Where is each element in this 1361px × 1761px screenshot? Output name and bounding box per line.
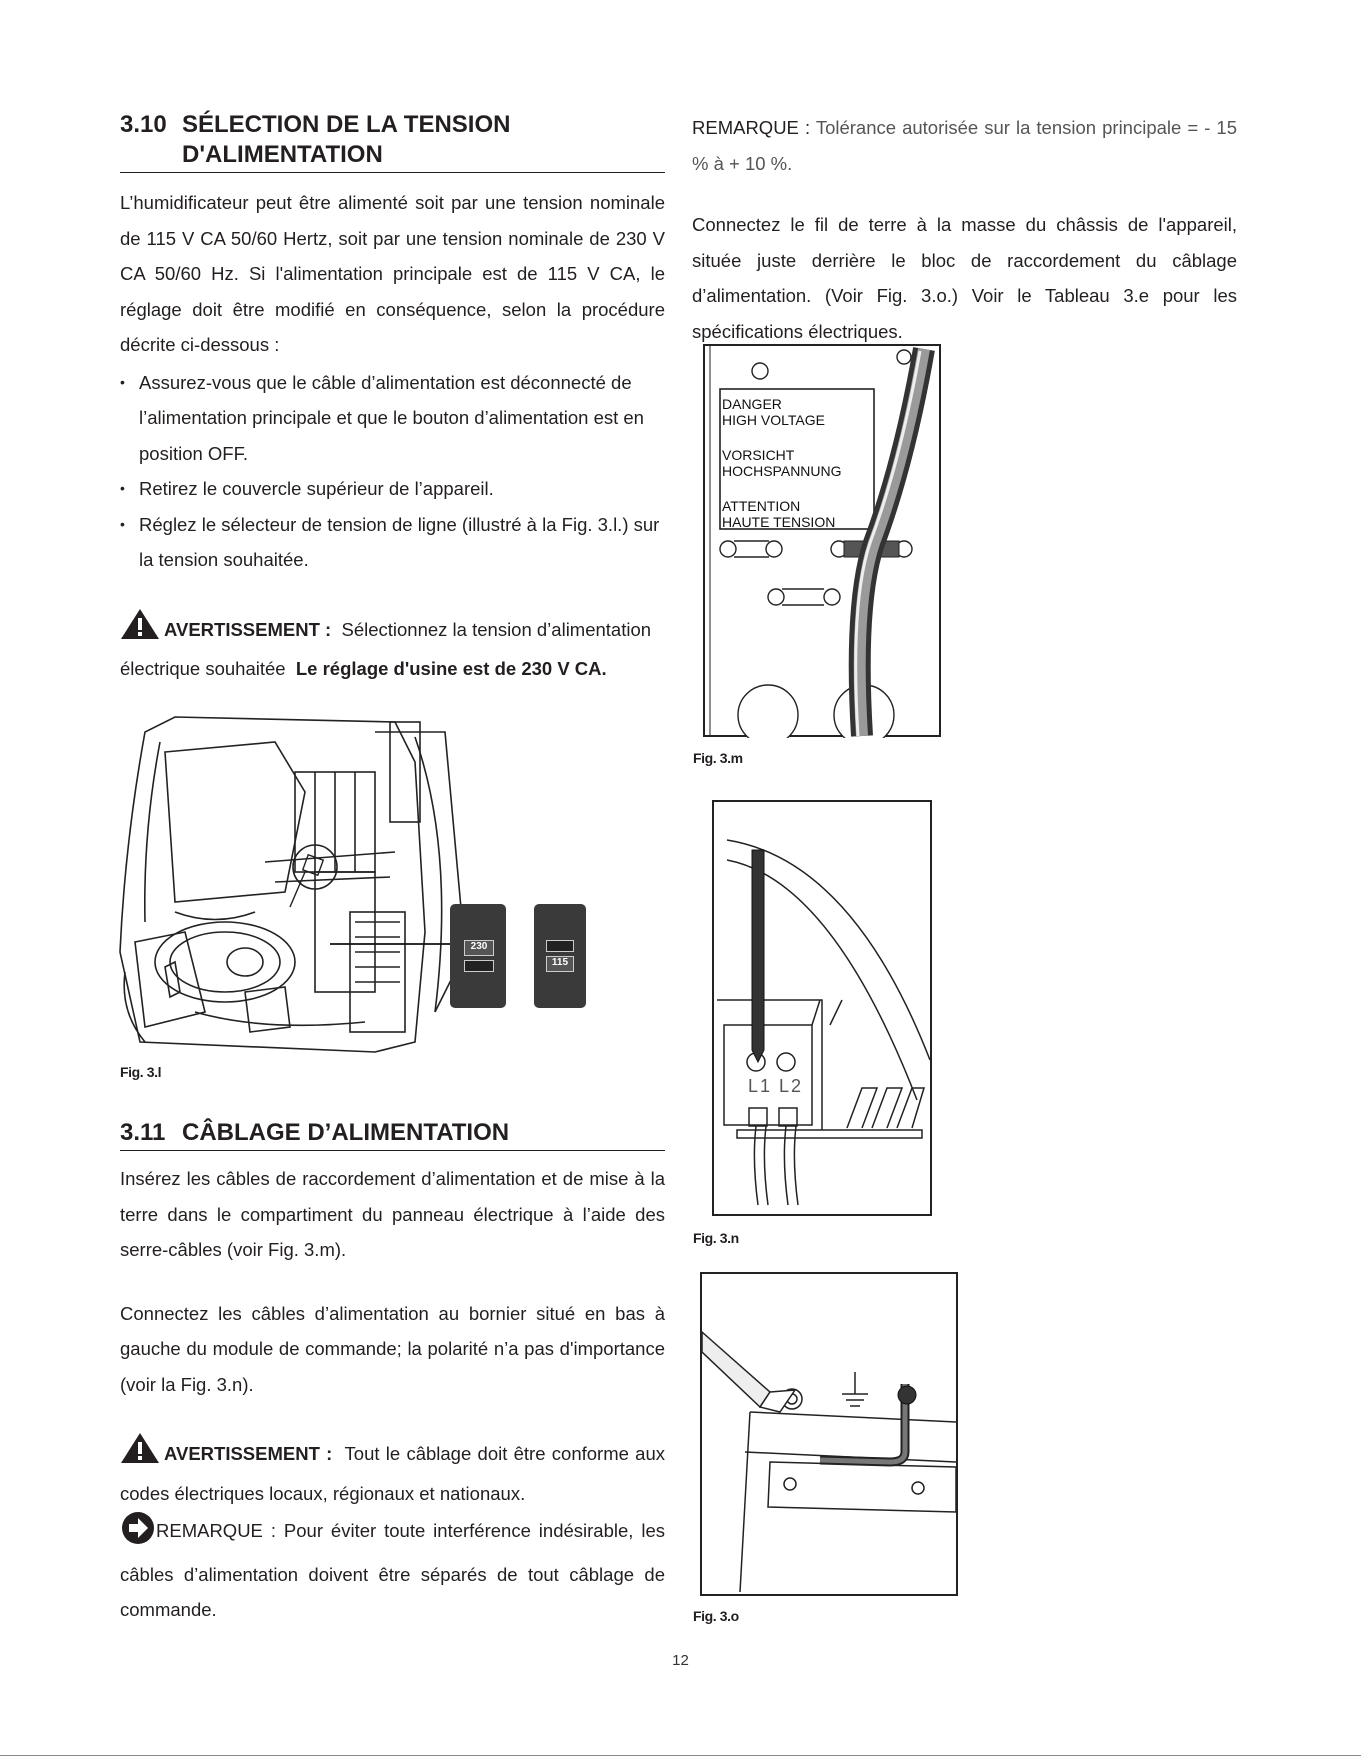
tolerance-note [692,110,1237,181]
note-block [120,1511,665,1628]
paragraph-insert-cables: Insérez les câbles de raccordement d’alimentation et de mise à la terre dans le compartiment du panneau électrique à l’aide des serre-câbles (voir Fig. 3.m). [120,1168,665,1260]
label-hochspannung: HOCHSPANNUNG [722,463,842,479]
warning-text: Tout le câblage doit être conforme aux codes électriques locaux, régionaux et nationaux. [120,1443,665,1504]
list-item: • Assurez-vous que le câble d’alimentation est déconnecté de l’alimentation principale et que le bouton d’alimentation est en position OFF. [120,365,665,472]
figure-3-l-unit-drawing [115,712,605,1057]
section-3-10-title [120,110,665,173]
figure-caption: Fig. 3.m [693,750,743,766]
warning-label: AVERTISSEMENT : [164,1443,333,1464]
terminal-labels [748,1076,803,1097]
procedure-list [120,365,665,578]
terminal-l1: L1 [748,1076,773,1096]
warning-text: Sélectionnez la tension d’alimentation électrique souhaitée [120,618,652,679]
page-bottom-rule [0,1755,1361,1756]
figure-3-n-terminal-block [712,800,932,1216]
switch-label-115: 115 [546,956,574,972]
label-danger: DANGER [722,396,782,412]
note-text: Tolérance autorisée sur la tension principale = - 15 % à + 10 %. [692,117,1237,174]
voltage-switch-115 [534,904,586,1008]
section-3-11 [120,1118,665,1628]
voltage-switch-230 [450,904,506,1008]
label-haute-tension: HAUTE TENSION [722,514,836,530]
label-attention: ATTENTION [722,498,801,514]
note-label: REMARQUE : [156,1520,276,1541]
left-column [120,110,665,687]
list-item: • Retirez le couvercle supérieur de l’appareil. [120,471,665,507]
warning-icon [120,1432,160,1476]
section-number: 3.11 [120,1119,166,1146]
note-text: Pour éviter toute interférence indésirable, les câbles d’alimentation doivent être séparés de tout câblage de commande. [120,1520,666,1620]
warning-label-panel [722,396,842,530]
warning-icon [120,608,160,652]
intro-paragraph: L’humidificateur peut être alimenté soit par une tension nominale de 115 V CA 50/60 Hertz, soit par une tension nominale de 230 V CA 50/60 Hz. Si l'alimentation principale est de 115 V CA, le réglage doit être modifié en conséquence, selon la procédure décrite ci-dessous : [120,192,665,355]
label-vorsicht: VORSICHT [722,447,795,463]
list-item: • Réglez le sélecteur de tension de ligne (illustré à la Fig. 3.l.) sur la tension souhaitée. [120,507,665,578]
warning-label: AVERTISSEMENT : [164,618,332,640]
switch-label-230: 230 [464,940,494,956]
figure-caption: Fig. 3.n [693,1230,739,1246]
page-number: 12 [672,1652,689,1669]
warning-block [120,608,665,687]
title-text: CÂBLAGE D’ALIMENTATION [182,1119,510,1146]
title-line-2: D'ALIMENTATION [182,141,383,168]
label-high-voltage: HIGH VOLTAGE [722,412,825,428]
switch-lever [464,960,494,972]
ground-paragraph: Connectez le fil de terre à la masse du châssis de l'appareil, située juste derrière le bloc de raccordement du câblage d’alimentation. (Voir Fig. 3.o.) Voir le Tableau 3.e pour les spécifications électriques. [692,214,1237,342]
factory-setting: Le réglage d'usine est de 230 V CA. [295,658,607,679]
arrow-right-icon [120,1511,156,1557]
warning-block [120,1432,665,1511]
section-number: 3.10 [120,111,167,138]
right-column [692,110,1237,349]
figure-caption: Fig. 3.l [120,1064,162,1080]
title-line-1: SÉLECTION DE LA TENSION [182,111,511,138]
switch-lever [546,940,574,952]
terminal-l2: L2 [779,1076,804,1096]
paragraph-connect-cables: Connectez les câbles d’alimentation au bornier situé en bas à gauche du module de commande; la polarité n’a pas d'importance (voir la Fig. 3.n). [120,1302,665,1395]
note-label: REMARQUE : [692,117,811,138]
figure-caption: Fig. 3.o [693,1608,739,1624]
section-3-11-title [120,1118,665,1151]
figure-3-o-ground-connection [700,1272,958,1596]
